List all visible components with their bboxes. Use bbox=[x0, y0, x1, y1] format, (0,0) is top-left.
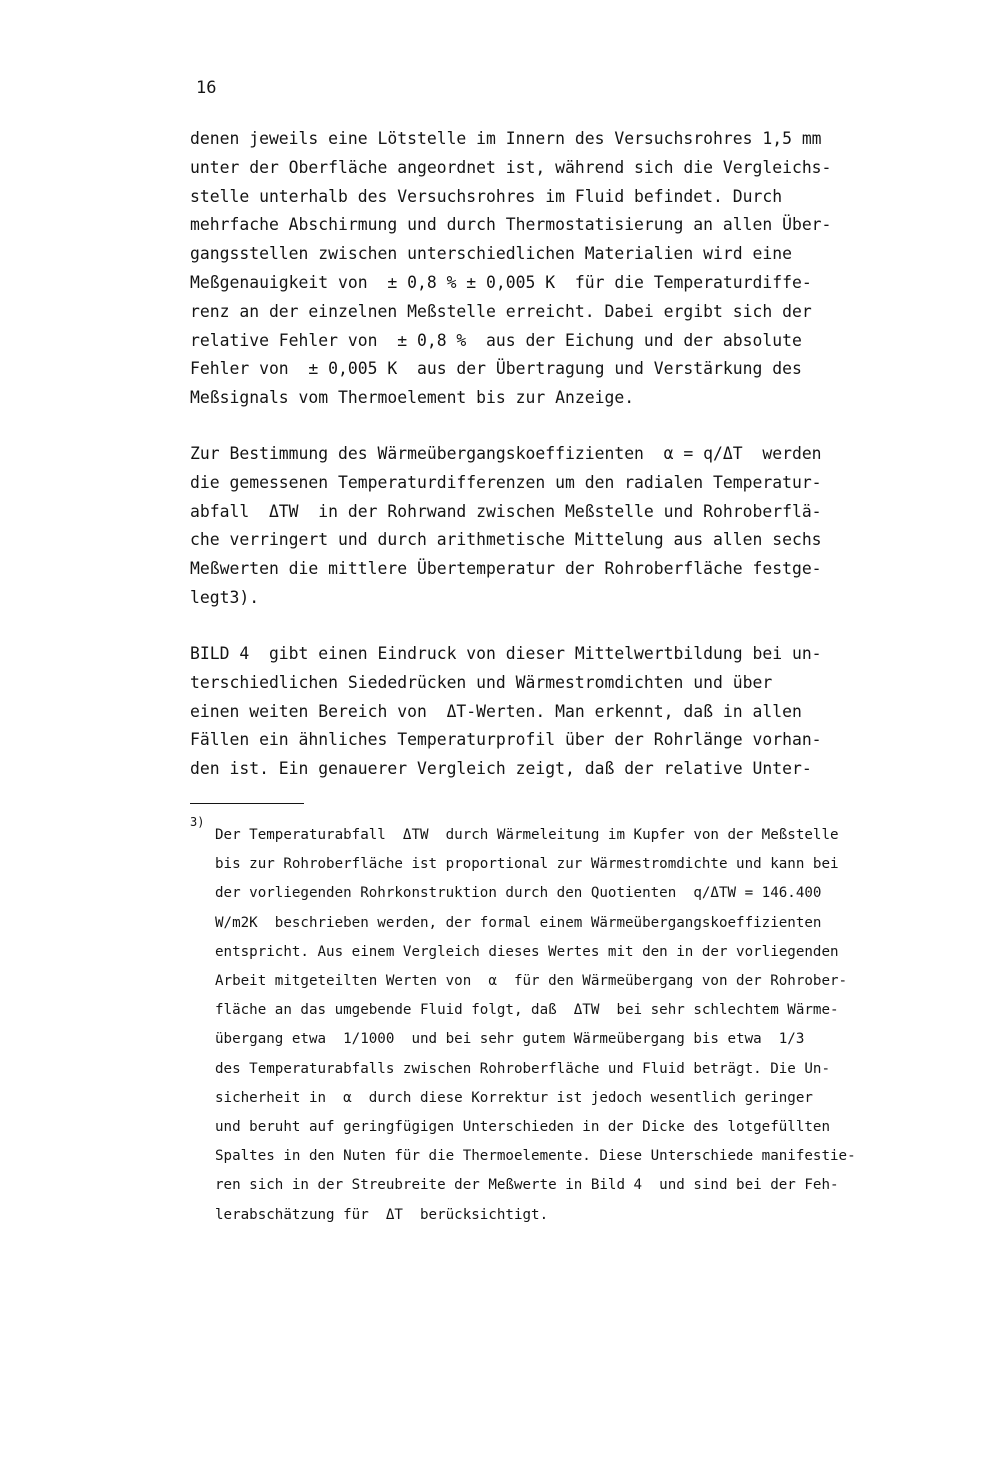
footnote-line: Arbeit mitgeteilten Werten von α für den Wärmeübergang von der Rohrober- bbox=[215, 973, 848, 990]
text-line: BILD 4 gibt einen Eindruck von dieser Mittelwertbildung bei un- bbox=[190, 644, 822, 663]
text-line: stelle unterhalb des Versuchsrohres im Fluid befindet. Durch bbox=[190, 186, 783, 206]
text-line: einen weiten Bereich von ΔT-Werten. Man erkennt, daß in allen bbox=[190, 701, 802, 721]
footnote-line: Der Temperaturabfall ΔTW durch Wärmeleitung im Kupfer von der Meßstelle bbox=[215, 827, 839, 843]
footnote-text bbox=[215, 821, 955, 1230]
text-line: unter der Oberfläche angeordnet ist, während sich die Vergleichs- bbox=[190, 157, 832, 177]
footnote-line: fläche an das umgebende Fluid folgt, daß ΔTW bei sehr schlechtem Wärme- bbox=[215, 1002, 839, 1019]
text-line: Meßwerten die mittlere Übertemperatur der Rohroberfläche festge- bbox=[190, 559, 822, 579]
text-line: denen jeweils eine Lötstelle im Innern des Versuchsrohres 1,5 mm bbox=[190, 129, 822, 148]
text-line: Meßgenauigkeit von ± 0,8 % ± 0,005 K für die Temperaturdiffe- bbox=[190, 272, 812, 292]
body-paragraph-3 bbox=[190, 640, 960, 784]
text-line: terschiedlichen Siededrücken und Wärmestromdichten und über bbox=[190, 672, 773, 692]
footnote-line: ren sich in der Streubreite der Meßwerte in Bild 4 und sind bei der Feh- bbox=[215, 1177, 839, 1194]
footnote-line: und beruht auf geringfügigen Unterschieden in der Dicke des lotgefüllten bbox=[215, 1119, 830, 1136]
text-line: mehrfache Abschirmung und durch Thermostatisierung an allen Über- bbox=[190, 215, 832, 235]
text-line: Fehler von ± 0,005 K aus der Übertragung und Verstärkung des bbox=[190, 359, 802, 379]
footnote-marker: 3) bbox=[190, 815, 205, 829]
text-line: abfall ΔTW in der Rohrwand zwischen Meßstelle und Rohroberflä- bbox=[190, 501, 822, 521]
text-line: Meßsignals vom Thermoelement bis zur Anzeige. bbox=[190, 388, 635, 408]
text-line: Fällen ein ähnliches Temperaturprofil über der Rohrlänge vorhan- bbox=[190, 730, 822, 750]
body-paragraph-2 bbox=[190, 440, 960, 613]
text-line: die gemessenen Temperaturdifferenzen um den radialen Temperatur- bbox=[190, 472, 822, 492]
text-line: legt3). bbox=[190, 587, 260, 607]
text-line: gangsstellen zwischen unterschiedlichen Materialien wird eine bbox=[190, 244, 792, 264]
footnote-rule bbox=[190, 803, 304, 804]
footnote-line: übergang etwa 1/1000 und bei sehr gutem Wärmeübergang bis etwa 1/3 bbox=[215, 1031, 805, 1048]
body-paragraph-1 bbox=[190, 125, 960, 413]
text-line: relative Fehler von ± 0,8 % aus der Eichung und der absolute bbox=[190, 330, 802, 350]
footnote-line: der vorliegenden Rohrkonstruktion durch den Quotienten q/ΔTW = 146.400 bbox=[215, 885, 822, 902]
text-line: Zur Bestimmung des Wärmeübergangskoeffizienten α = q/ΔT werden bbox=[190, 444, 822, 463]
page-number: 16 bbox=[196, 78, 217, 98]
text-line: che verringert und durch arithmetische Mittelung aus allen sechs bbox=[190, 530, 822, 550]
text-line: renz an der einzelnen Meßstelle erreicht. Dabei ergibt sich der bbox=[190, 301, 812, 321]
footnote-line: sicherheit in α durch diese Korrektur ist jedoch wesentlich geringer bbox=[215, 1089, 813, 1106]
footnote-line: entspricht. Aus einem Vergleich dieses Wertes mit den in der vorliegenden bbox=[215, 943, 839, 960]
footnote-line: Spaltes in den Nuten für die Thermoelemente. Diese Unterschiede manifestie- bbox=[215, 1148, 856, 1165]
footnote-line: lerabschätzung für ΔT berücksichtigt. bbox=[215, 1206, 549, 1223]
text-line: den ist. Ein genauerer Vergleich zeigt, daß der relative Unter- bbox=[190, 759, 812, 779]
footnote-line: bis zur Rohroberfläche ist proportional zur Wärmestromdichte und kann bei bbox=[215, 856, 839, 873]
footnote-line: des Temperaturabfalls zwischen Rohroberfläche und Fluid beträgt. Die Un- bbox=[215, 1060, 830, 1077]
footnote-line: W/m2K beschrieben werden, der formal einem Wärmeübergangskoeffizienten bbox=[215, 914, 822, 931]
